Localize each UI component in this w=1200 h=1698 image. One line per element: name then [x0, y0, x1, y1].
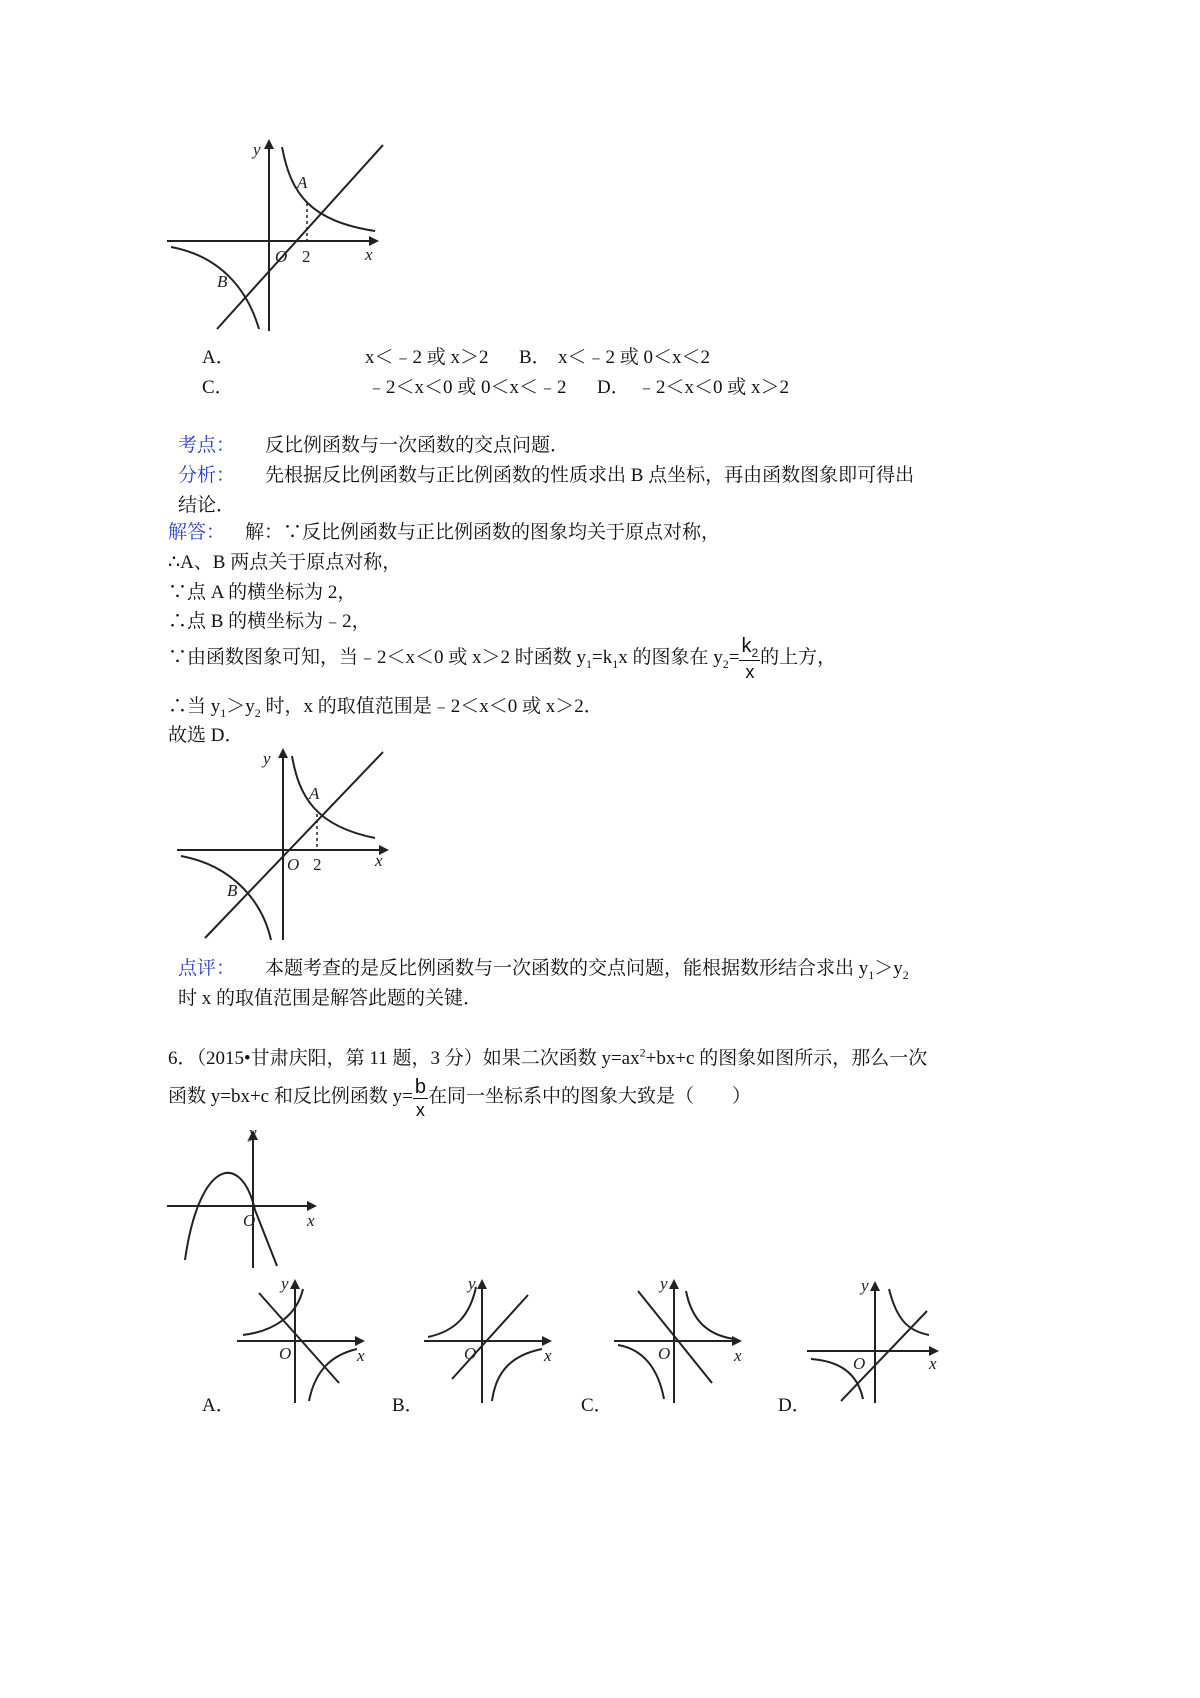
- option-a-text: x＜﹣2 或 x＞2: [365, 347, 489, 368]
- q6-option-c-label: C．: [581, 1395, 613, 1416]
- svg-text:x: x: [544, 1346, 552, 1365]
- q6-option-c-graph: [612, 1275, 752, 1405]
- svg-text:O: O: [464, 1344, 477, 1363]
- jieda-line4: ∴点 B 的横坐标为﹣2，: [168, 611, 371, 632]
- svg-text:x: x: [734, 1346, 742, 1365]
- hyperbola-branch-1: [282, 147, 375, 231]
- option-c-label: C．: [202, 377, 234, 398]
- q6-option-d-label: D．: [778, 1395, 811, 1416]
- q6-option-b-label: B．: [392, 1395, 424, 1416]
- svg-text:B: B: [227, 881, 238, 900]
- origin-label: O: [275, 247, 288, 266]
- svg-text:y: y: [861, 1276, 869, 1295]
- x-label: x: [365, 245, 373, 264]
- kaodian-label: 考点：: [178, 435, 236, 456]
- option-d-text: ﹣2＜x＜0 或 x＞2: [637, 377, 790, 398]
- y-label: y: [253, 140, 261, 159]
- svg-text:y: y: [660, 1275, 668, 1293]
- option-a-label: A．: [202, 347, 235, 368]
- q6-option-a-label: A．: [202, 1395, 235, 1416]
- fenxi-line2: 结论．: [178, 495, 236, 516]
- svg-text:x: x: [357, 1346, 365, 1365]
- option-d-label: D．: [597, 377, 630, 398]
- svg-text:O: O: [853, 1354, 866, 1373]
- q5-graph-answer: [175, 744, 405, 944]
- parabola: [185, 1173, 277, 1266]
- q6-parabola-graph: [165, 1120, 335, 1270]
- hyperbola-branch-2: [171, 247, 259, 329]
- q6-line1: 6．（2015•甘肃庆阳，第 11 题，3 分）如果二次函数 $y=ax^2+bx+c$ 的图象如图所示，那么一次: [168, 1045, 928, 1069]
- svg-text:O: O: [287, 855, 300, 874]
- jieda-line2: ∴A、B 两点关于原点对称，: [168, 552, 402, 573]
- fenxi-label: 分析：: [178, 465, 236, 486]
- q6-option-d-graph: [805, 1275, 945, 1405]
- svg-text:A: A: [309, 784, 320, 803]
- svg-text:2: 2: [313, 855, 322, 874]
- jieda-line5: ∵由函数图象可知，当﹣2＜x＜0 或 x＞2 时函数 $y_1=k_1x$ 的图象在 $y_2=$ $\frac{k_2}{x}$ 的上方，: [168, 635, 837, 683]
- option-b-text: x＜﹣2 或 0＜x＜2: [558, 347, 711, 368]
- dianping-line2: 时 x 的取值范围是解答此题的关键．: [178, 988, 483, 1009]
- jieda-label: 解答：: [168, 522, 226, 543]
- point-a-label: A: [297, 173, 308, 192]
- svg-text:O: O: [279, 1344, 292, 1363]
- svg-text:y: y: [468, 1275, 476, 1293]
- dianping-label: 点评：: [178, 958, 236, 979]
- jieda-line3: ∵点 A 的横坐标为 2，: [168, 582, 357, 603]
- svg-text:x: x: [307, 1211, 315, 1230]
- q6-option-a-graph: [235, 1275, 375, 1405]
- jieda-line7: 故选 D．: [168, 725, 244, 746]
- q6-line2: 函数 y=bx+c 和反比例函数 y= $\frac{b}{x}$ 在同一坐标系中的图象大致是（ ）: [168, 1075, 751, 1120]
- point-b-label: B: [217, 272, 228, 291]
- svg-text:x: x: [375, 851, 383, 870]
- kaodian-text: 反比例函数与一次函数的交点问题．: [265, 435, 570, 456]
- fenxi-line1: 先根据反比例函数与正比例函数的性质求出 B 点坐标，再由函数图象即可得出: [265, 465, 915, 486]
- svg-text:O: O: [243, 1211, 256, 1230]
- svg-text:x: x: [929, 1354, 937, 1373]
- option-b-label: B．: [519, 347, 551, 368]
- q5-graph-top: [165, 135, 395, 335]
- jieda-line6: ∴当 $y_1>y_2$ 时，x 的取值范围是﹣2＜x＜0 或 x＞2．: [168, 696, 603, 720]
- svg-text:y: y: [249, 1123, 257, 1142]
- jieda-line1: 解：∵反比例函数与正比例函数的图象均关于原点对称，: [245, 522, 721, 543]
- option-c-text: ﹣2＜x＜0 或 0＜x＜﹣2: [367, 377, 567, 398]
- q6-option-b-graph: [422, 1275, 562, 1405]
- tick-2-label: 2: [302, 247, 311, 266]
- fraction-b-over-x: $\frac{b}{x}$: [414, 1075, 426, 1120]
- svg-text:y: y: [263, 749, 271, 768]
- dianping-line1: 本题考查的是反比例函数与一次函数的交点问题，能根据数形结合求出 $y_1>y_2$: [265, 958, 909, 982]
- svg-text:O: O: [658, 1344, 671, 1363]
- svg-text:y: y: [281, 1275, 289, 1293]
- fraction-k2-over-x: $\frac{k_2}{x}$: [741, 635, 759, 683]
